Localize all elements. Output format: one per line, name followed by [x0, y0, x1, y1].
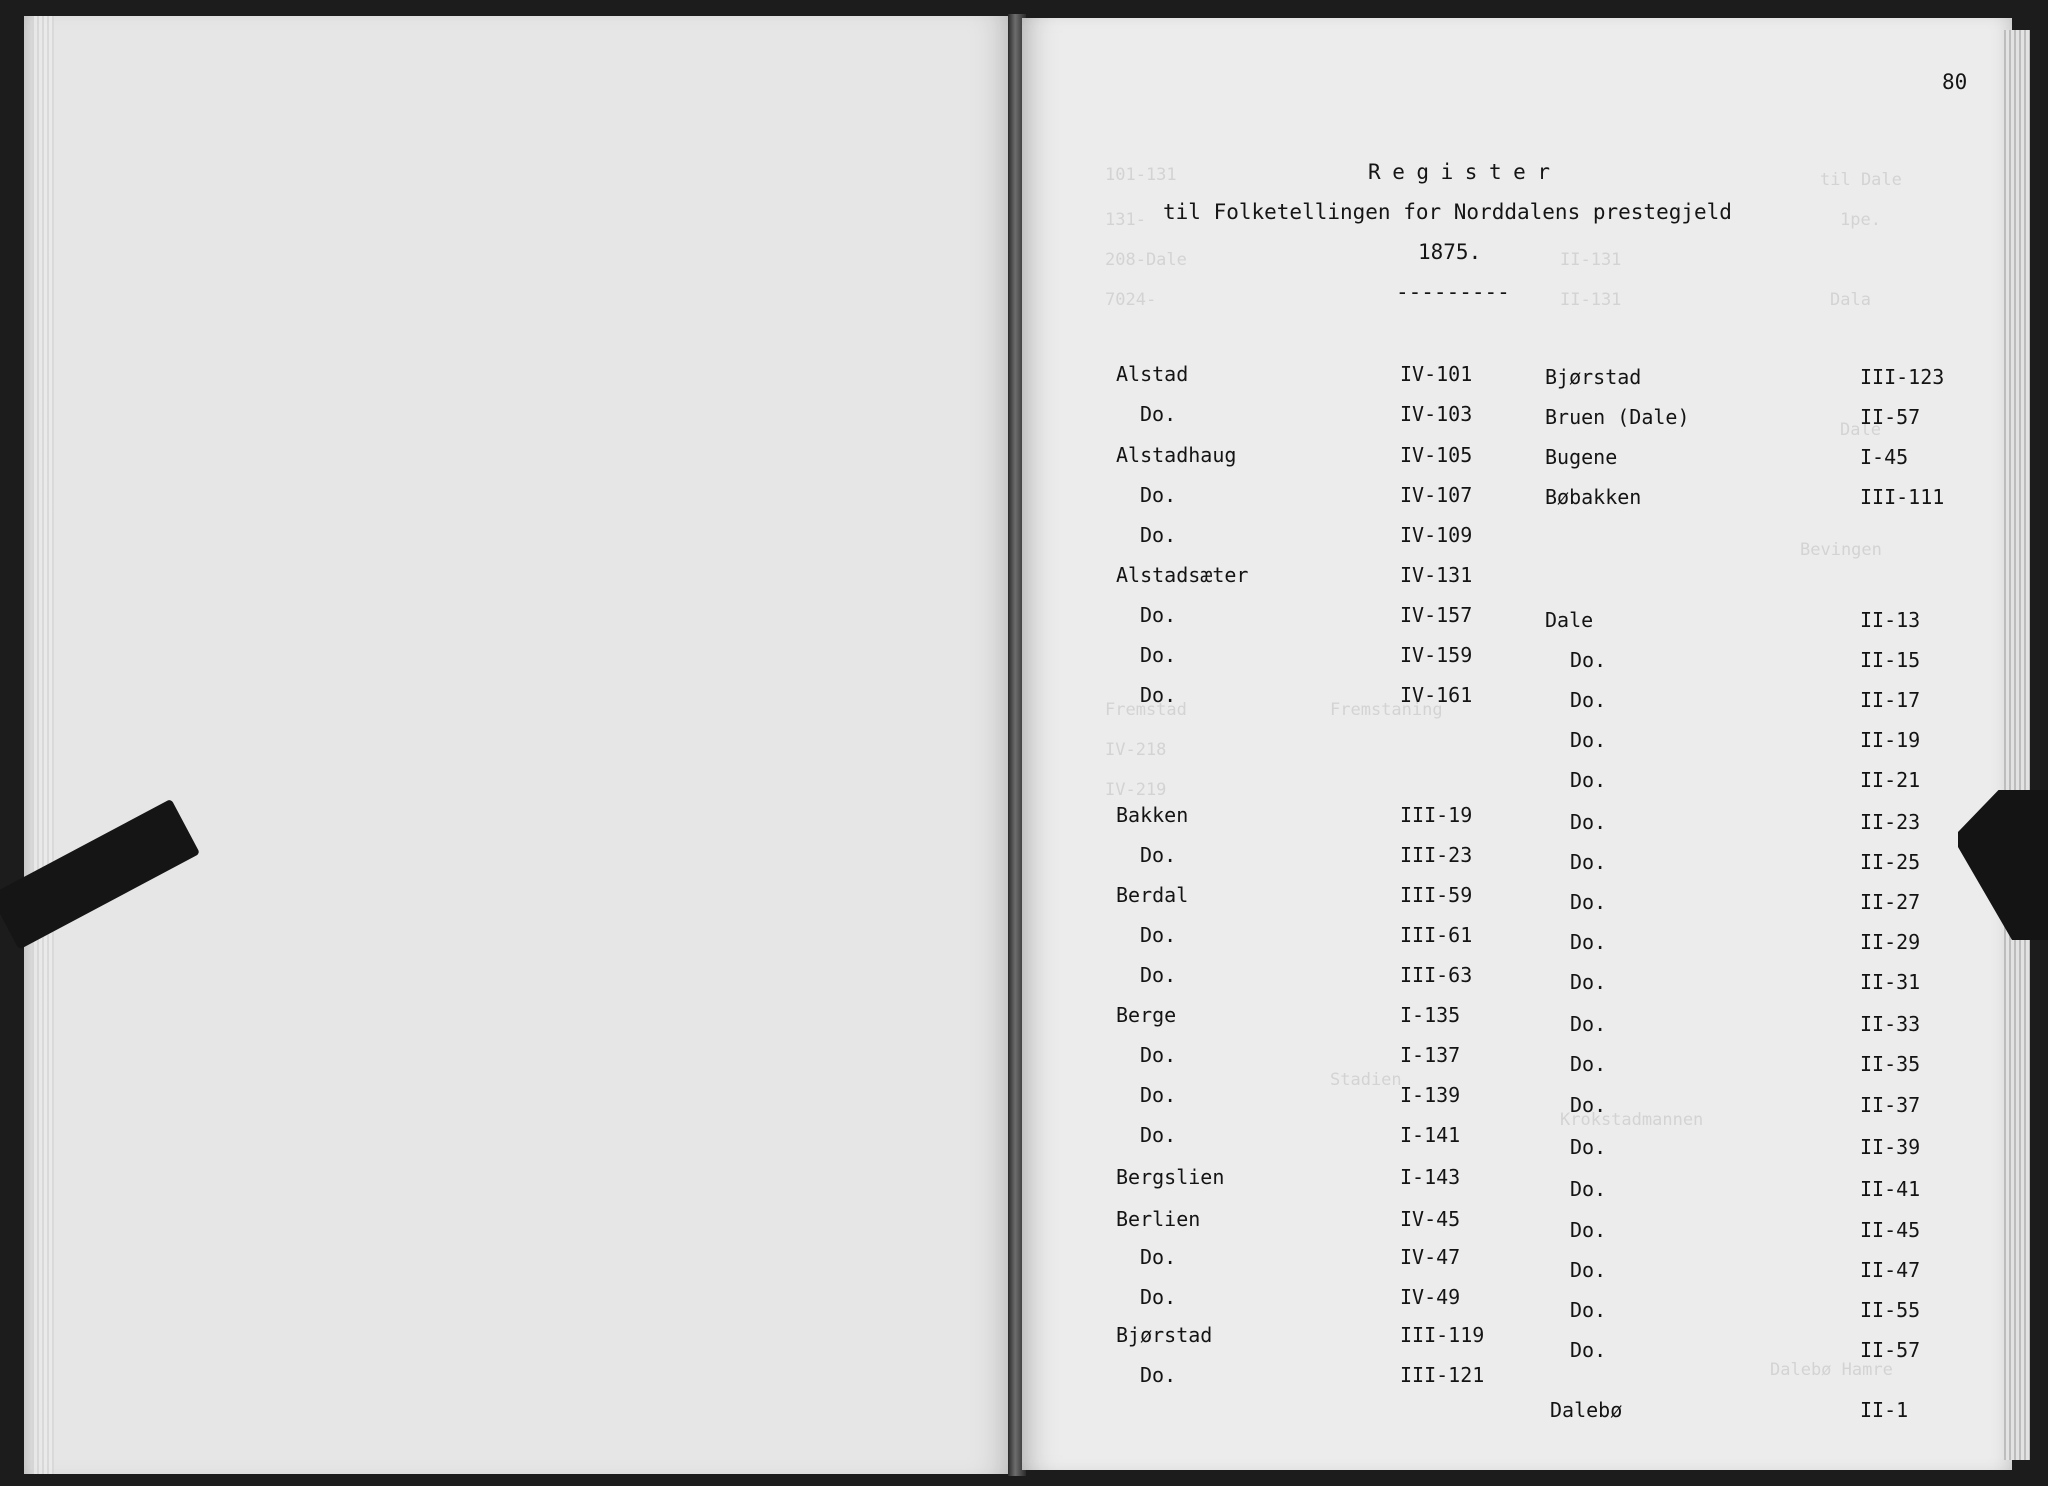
- register-place-name: Do.: [1140, 402, 1177, 426]
- register-place-name: Bruen (Dale): [1545, 405, 1690, 429]
- register-place-name: Do.: [1570, 1093, 1607, 1117]
- register-place-name: Do.: [1140, 1285, 1177, 1309]
- register-year: 1875.: [1418, 240, 1482, 264]
- register-reference: II-15: [1860, 648, 1921, 672]
- register-place-name: Do.: [1570, 810, 1607, 834]
- register-reference: III-111: [1860, 485, 1945, 509]
- register-place-name: Do.: [1140, 1043, 1177, 1067]
- register-reference: II-25: [1860, 850, 1921, 874]
- register-place-name: Bugene: [1545, 445, 1618, 469]
- register-reference: II-23: [1860, 810, 1921, 834]
- register-reference: I-137: [1400, 1043, 1461, 1067]
- register-place-name: Do.: [1570, 1135, 1607, 1159]
- left-page-blank: [24, 16, 1014, 1474]
- register-reference: I-45: [1860, 445, 1909, 469]
- register-place-name: Do.: [1140, 603, 1177, 627]
- register-subtitle: til Folketellingen for Norddalens prestegjeld: [1163, 200, 1732, 224]
- register-place-name: Alstadsæter: [1116, 563, 1249, 587]
- register-reference: IV-109: [1400, 523, 1473, 547]
- register-reference: III-61: [1400, 923, 1473, 947]
- register-place-name: Dalebø: [1550, 1398, 1623, 1422]
- register-reference: IV-161: [1400, 683, 1473, 707]
- register-place-name: Do.: [1140, 523, 1177, 547]
- register-place-name: Do.: [1570, 1298, 1607, 1322]
- register-reference: IV-49: [1400, 1285, 1461, 1309]
- register-reference: II-41: [1860, 1177, 1921, 1201]
- header-rule: ---------: [1396, 280, 1510, 304]
- register-reference: I-139: [1400, 1083, 1461, 1107]
- register-place-name: Berlien: [1116, 1207, 1201, 1231]
- register-reference: II-13: [1860, 608, 1921, 632]
- register-place-name: Bøbakken: [1545, 485, 1642, 509]
- register-reference: II-21: [1860, 768, 1921, 792]
- register-place-name: Bjørstad: [1116, 1323, 1213, 1347]
- register-place-name: Do.: [1570, 1177, 1607, 1201]
- register-reference: I-143: [1400, 1165, 1461, 1189]
- register-reference: III-23: [1400, 843, 1473, 867]
- register-reference: IV-103: [1400, 402, 1473, 426]
- register-place-name: Do.: [1140, 843, 1177, 867]
- register-reference: II-39: [1860, 1135, 1921, 1159]
- register-reference: II-19: [1860, 728, 1921, 752]
- register-place-name: Do.: [1140, 683, 1177, 707]
- register-place-name: Do.: [1570, 930, 1607, 954]
- register-place-name: Do.: [1570, 970, 1607, 994]
- register-place-name: Do.: [1570, 768, 1607, 792]
- register-reference: II-31: [1860, 970, 1921, 994]
- register-place-name: Do.: [1570, 1258, 1607, 1282]
- register-place-name: Berge: [1116, 1003, 1177, 1027]
- register-place-name: Alstadhaug: [1116, 443, 1237, 467]
- register-reference: II-57: [1860, 1338, 1921, 1362]
- register-reference: II-17: [1860, 688, 1921, 712]
- register-place-name: Do.: [1140, 1245, 1177, 1269]
- register-reference: I-141: [1400, 1123, 1461, 1147]
- register-place-name: Do.: [1570, 688, 1607, 712]
- register-reference: III-121: [1400, 1363, 1485, 1387]
- register-reference: II-33: [1860, 1012, 1921, 1036]
- register-place-name: Do.: [1570, 1012, 1607, 1036]
- register-reference: II-55: [1860, 1298, 1921, 1322]
- register-place-name: Do.: [1140, 643, 1177, 667]
- register-reference: III-119: [1400, 1323, 1485, 1347]
- register-place-name: Alstad: [1116, 362, 1189, 386]
- register-reference: II-57: [1860, 405, 1921, 429]
- register-place-name: Do.: [1140, 1083, 1177, 1107]
- register-reference: II-45: [1860, 1218, 1921, 1242]
- register-place-name: Bergslien: [1116, 1165, 1225, 1189]
- register-place-name: Do.: [1570, 1338, 1607, 1362]
- register-reference: II-35: [1860, 1052, 1921, 1076]
- register-place-name: Do.: [1570, 1052, 1607, 1076]
- register-reference: IV-101: [1400, 362, 1473, 386]
- register-reference: II-27: [1860, 890, 1921, 914]
- register-reference: II-37: [1860, 1093, 1921, 1117]
- register-place-name: Do.: [1140, 1363, 1177, 1387]
- register-place-name: Dale: [1545, 608, 1594, 632]
- register-place-name: Berdal: [1116, 883, 1189, 907]
- register-title: Register: [1368, 160, 1562, 184]
- register-reference: IV-157: [1400, 603, 1473, 627]
- register-reference: I-135: [1400, 1003, 1461, 1027]
- register-reference: II-47: [1860, 1258, 1921, 1282]
- register-place-name: Do.: [1140, 483, 1177, 507]
- page-number: 80: [1942, 70, 1968, 94]
- register-place-name: Do.: [1570, 890, 1607, 914]
- register-reference: III-123: [1860, 365, 1945, 389]
- register-reference: IV-159: [1400, 643, 1473, 667]
- register-reference: II-1: [1860, 1398, 1909, 1422]
- register-reference: II-29: [1860, 930, 1921, 954]
- register-place-name: Bjørstad: [1545, 365, 1642, 389]
- register-reference: III-59: [1400, 883, 1473, 907]
- register-place-name: Do.: [1570, 728, 1607, 752]
- register-place-name: Do.: [1140, 963, 1177, 987]
- register-reference: III-19: [1400, 803, 1473, 827]
- register-place-name: Do.: [1570, 850, 1607, 874]
- page-edges: [2004, 30, 2030, 1460]
- register-place-name: Do.: [1140, 1123, 1177, 1147]
- register-reference: IV-105: [1400, 443, 1473, 467]
- register-place-name: Bakken: [1116, 803, 1189, 827]
- register-reference: IV-45: [1400, 1207, 1461, 1231]
- register-place-name: Do.: [1570, 648, 1607, 672]
- register-reference: IV-107: [1400, 483, 1473, 507]
- register-place-name: Do.: [1140, 923, 1177, 947]
- register-reference: III-63: [1400, 963, 1473, 987]
- register-reference: IV-131: [1400, 563, 1473, 587]
- register-reference: IV-47: [1400, 1245, 1461, 1269]
- register-place-name: Do.: [1570, 1218, 1607, 1242]
